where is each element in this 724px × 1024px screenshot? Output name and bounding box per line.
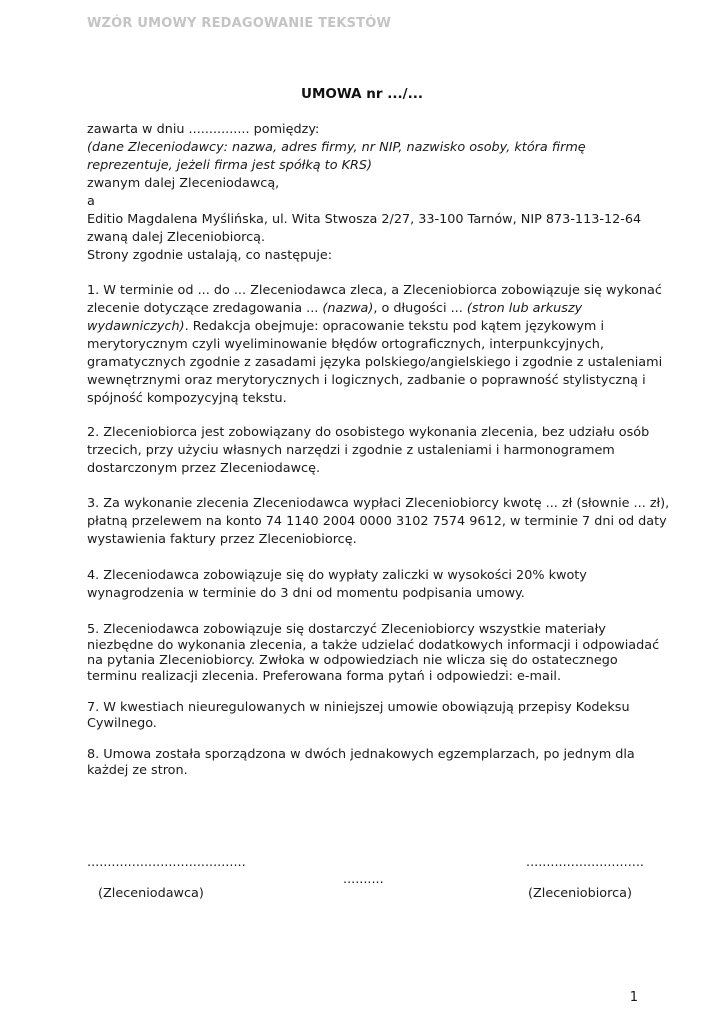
paragraph-7 [87, 700, 657, 731]
intro-line: zawarta w dniu ............... pomiędzy: [87, 122, 320, 137]
paragraph-line: terminu realizacji zlecenia. Preferowana forma pytań i odpowiedzi: e-mail. [87, 668, 562, 684]
text-run-italic: (stron lub arkuszy [466, 301, 583, 316]
text-run: . Redakcja obejmuje: opracowanie tekstu pod kątem językowym i [184, 319, 605, 334]
intro-contractor-line: Editio Magdalena Myślińska, ul. Wita Stwosza 2/27, 33-100 Tarnów, NIP 873-113-12-64 [87, 212, 642, 227]
signature-line-left: ....................................... [87, 855, 246, 870]
paragraph-line: płatną przelewem na konto 74 1140 2004 0000 3102 7574 9612, w terminie 7 dni od daty [87, 514, 667, 529]
paragraph-2 [87, 424, 657, 478]
signature-line-right: ............................. [526, 855, 644, 870]
text-run: zlecenie dotyczące zredagowania ... [87, 301, 323, 316]
paragraph-line: wynagrodzenia w terminie do 3 dni od momentu podpisania umowy. [87, 586, 525, 601]
paragraph-line: spójność kompozycyjną tekstu. [87, 391, 287, 406]
paragraph-line [87, 318, 657, 336]
paragraph-line: wewnętrznymi oraz merytorycznych i logicznych, zadbanie o poprawność stylistyczną i [87, 373, 646, 388]
intro-client-data-hint: (dane Zleceniodawcy: nazwa, adres firmy, nr NIP, nazwisko osoby, która firmę [87, 140, 586, 155]
contract-title: UMOWA nr .../... [301, 86, 423, 102]
intro-line: Strony zgodnie ustalają, co następuje: [87, 248, 333, 263]
text-run-italic: (nazwa) [322, 301, 374, 316]
paragraph-line: 3. Za wykonanie zlecenia Zleceniodawca wypłaci Zleceniobiorcy kwotę ... zł (słownie ... zł), [87, 496, 670, 511]
text-run: , o długości ... [373, 301, 467, 316]
paragraph-4 [87, 567, 657, 603]
paragraph-line: na pytania Zleceniobiorcy. Zwłoka w odpowiedziach nie wlicza się do ostatecznego [87, 653, 618, 668]
text-run-italic: wydawniczych) [87, 319, 185, 334]
intro-client-data-hint: reprezentuje, jeżeli firma jest spółką to KRS) [87, 158, 372, 173]
paragraph-line: 4. Zleceniodawca zobowiązuje się do wypłaty zaliczki w wysokości 20% kwoty [87, 568, 587, 583]
paragraph-line: niezbędne do wykonania zlecenia, a także udzielać dodatkowych informacji i odpowiadać [87, 637, 660, 653]
paragraph-line: 1. W terminie od ... do ... Zleceniodawca zleca, a Zleceniobiorca zobowiązuje się wykonać [87, 283, 662, 298]
page-number: 1 [629, 990, 638, 1005]
paragraph-line: 7. W kwestiach nieuregulowanych w niniejszej umowie obowiązują przepisy Kodeksu [87, 700, 630, 715]
paragraph-line: trzecich, przy użyciu własnych narzędzi i zgodnie z ustaleniami i harmonogramem [87, 443, 615, 458]
document-header: WZÓR UMOWY REDAGOWANIE TEKSTÓW [87, 16, 392, 31]
paragraph-line: merytorycznym czyli wyeliminowanie błędów ortograficznych, interpunkcyjnych, [87, 337, 604, 352]
contract-intro [87, 121, 657, 265]
signature-label-contractor: (Zleceniobiorca) [528, 886, 632, 901]
paragraph-line: wystawienia faktury przez Zleceniobiorcę. [87, 532, 357, 547]
signature-line-middle: .......... [343, 872, 384, 887]
paragraph-8 [87, 747, 657, 778]
paragraph-line: Cywilnego. [87, 715, 157, 731]
paragraph-5 [87, 622, 660, 684]
signature-label-client: (Zleceniodawca) [98, 886, 204, 901]
intro-line: zwaną dalej Zleceniobiorcą. [87, 230, 266, 245]
paragraph-3 [87, 495, 670, 549]
intro-line: a [87, 194, 95, 209]
paragraph-1 [87, 282, 663, 408]
intro-line: zwanym dalej Zleceniodawcą, [87, 176, 280, 191]
paragraph-line: każdej ze stron. [87, 762, 188, 778]
paragraph-line: gramatycznych zgodnie z zasadami języka polskiego/angielskiego i zgodnie z ustaleniami [87, 355, 663, 370]
paragraph-line: 2. Zleceniobiorca jest zobowiązany do osobistego wykonania zlecenia, bez udziału osób [87, 425, 650, 440]
paragraph-line [87, 300, 657, 318]
paragraph-line: 5. Zleceniodawca zobowiązuje się dostarczyć Zleceniobiorcy wszystkie materiały [87, 622, 606, 637]
paragraph-line: dostarczonym przez Zleceniodawcę. [87, 461, 321, 476]
paragraph-line: 8. Umowa została sporządzona w dwóch jednakowych egzemplarzach, po jednym dla [87, 747, 635, 762]
